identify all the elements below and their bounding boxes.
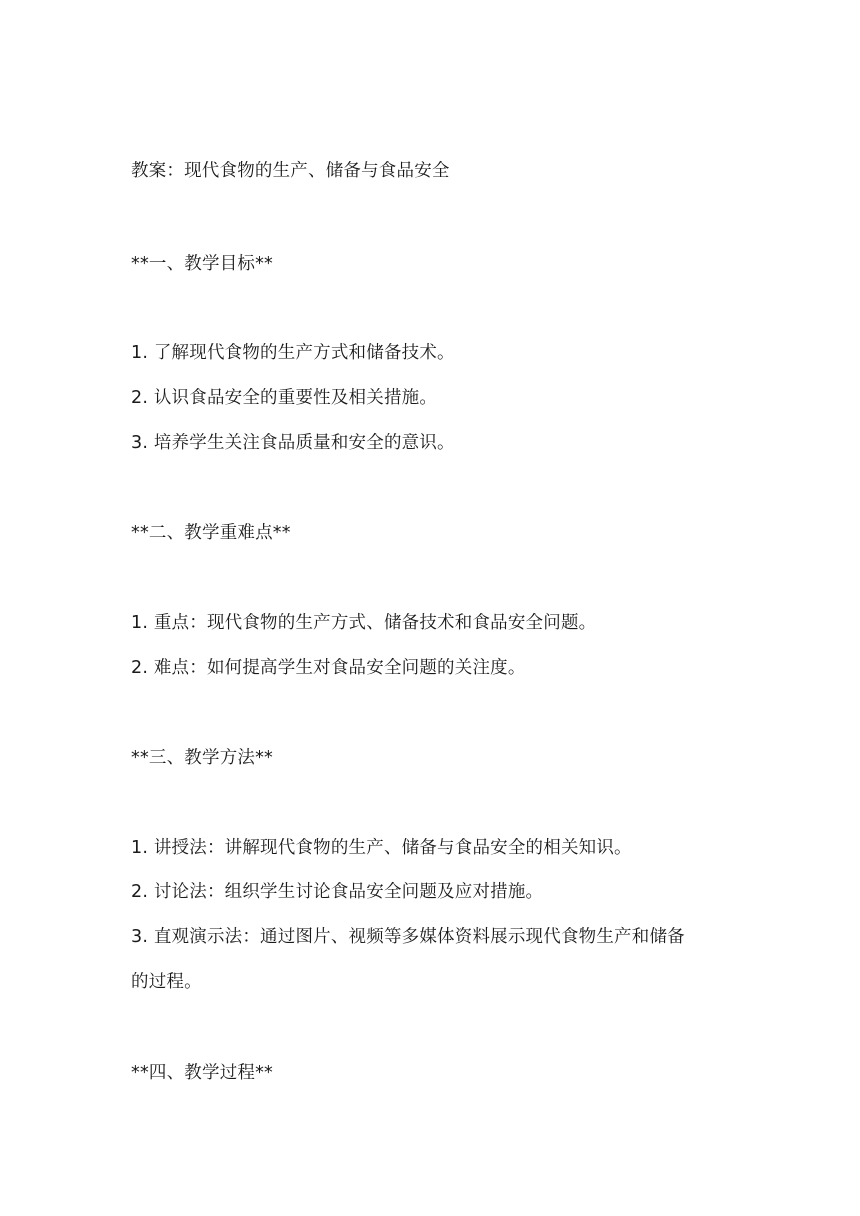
method-item-3: 3. 直观演示法：通过图片、视频等多媒体资料展示现代食物生产和储备 [131,927,685,947]
section-heading-process: **四、教学过程** [131,1063,273,1083]
section-heading-methods: **三、教学方法** [131,748,273,768]
method-item-1: 1. 讲授法：讲解现代食物的生产、储备与食品安全的相关知识。 [131,838,632,858]
method-item-3-continued: 的过程。 [131,972,202,992]
key-point-item-2: 2. 难点：如何提高学生对食品安全问题的关注度。 [131,658,526,678]
method-item-2: 2. 讨论法：组织学生讨论食品安全问题及应对措施。 [131,882,544,902]
objective-item-3: 3. 培养学生关注食品质量和安全的意识。 [131,433,455,453]
key-point-item-1: 1. 重点：现代食物的生产方式、储备技术和食品安全问题。 [131,613,597,633]
document-title: 教案：现代食物的生产、储备与食品安全 [131,161,450,181]
objective-item-2: 2. 认识食品安全的重要性及相关措施。 [131,388,438,408]
objective-item-1: 1. 了解现代食物的生产方式和储备技术。 [131,343,455,363]
section-heading-objectives: **一、教学目标** [131,254,273,274]
section-heading-key-points: **二、教学重难点** [131,523,291,543]
